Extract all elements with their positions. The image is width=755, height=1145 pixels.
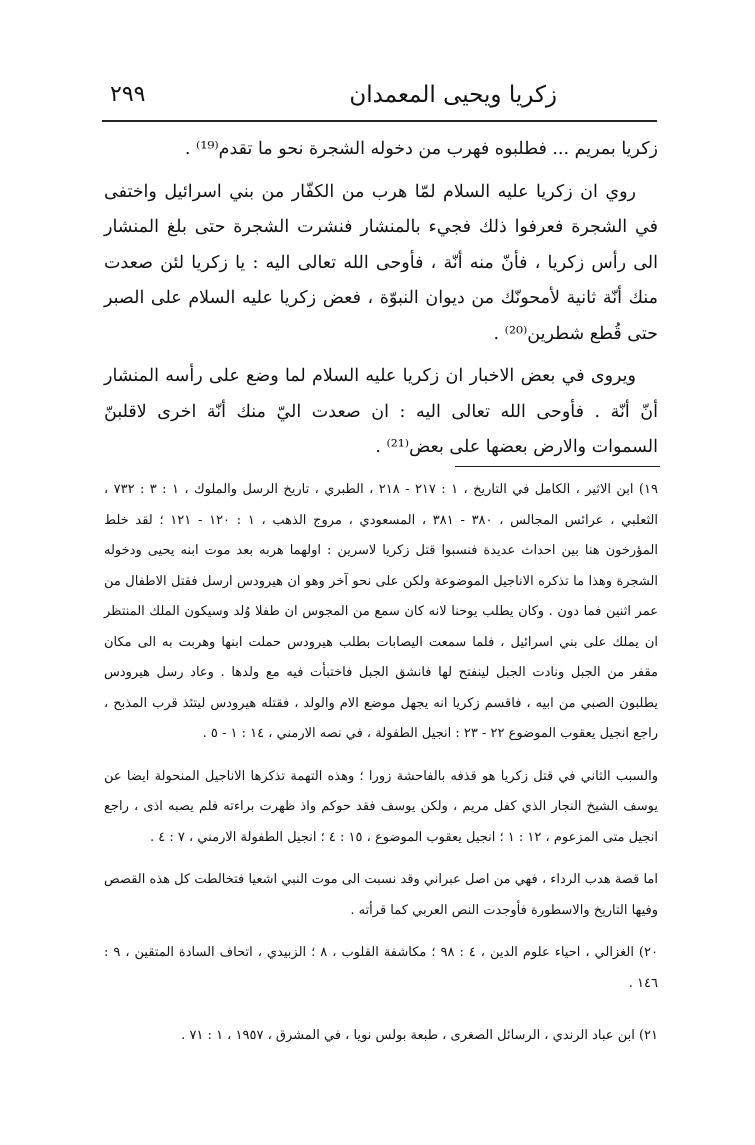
footnote-19: ١٩) ابن الاثير ، الكامل في التاريخ ، ١ : ٢١٧ - ٢١٨ ، الطبري ، تاريخ الرسل والملوك ، ١ : ٣ : ٧٣٢ ، الثعلبي ، عرائس المجالس ، ٣٨٠ - ٣٨١ ، المسعودي ، مروج الذهب ، ١ : ١٢٠ - ١٢١ ؛ لقد خلط المؤرخون هنا بين احداث عديدة فنسبوا قتل زكريا لاسرين : اولهما هربه بعد موت ابنه يحيى ودخوله الشجرة وهذا ما تذكره الاناجيل الموضوعة ولكن على نحو آخر وهو ان هيرودس ارسل فقتل الاطفال من عمر اثنين فما دون . وكان يطلب يوحنا لانه كان سمع من المجوس ان طفلا وُلد وسيكون الملك المنتظر ان يملك على بني اسرائيل ، فلما سمعت اليصابات بطلب هيرودس حملت ابنها وهربت به الى مكان مقفر من الجبل ونادت الجبل لينفتح لها فانشق الجبل فاختبأت فيه مع ولدها . وعاد رسل هيرودس يطلبون الصبي من ابيه ، فاقسم زكريا انه يجهل موضع الام والولد ، فقتله هيرودس ليتئذ قرب المذبح ، راجع انجيل يعقوب الموضوع ٢٢ - ٢٣ : انجيل الطفولة ، في نصه الارمني ، ١٤ : ١ - ٥ . xyxy=(104,482,658,741)
footnote-separator xyxy=(455,466,660,467)
footnotes xyxy=(104,475,658,1052)
paragraph-1: زكريا بمريم ... فطلبوه فهرب من دخوله الشجرة نحو ما تقدم⁽¹⁹⁾ . xyxy=(184,139,658,159)
page-number: ٢٩٩ xyxy=(110,82,146,107)
page-header xyxy=(102,80,657,122)
paragraph-3: ويروى في بعض الاخبار ان زكريا عليه السلام لما وضع على رأسه المنشار أنّ أنّة . فأوحى الله تعالى اليه : ان صعدت اليّ منك أنّة اخرى لاقلبنّ السموات والارض بعضها على بعض⁽²¹⁾ . xyxy=(104,366,658,457)
main-text xyxy=(104,132,658,473)
paragraph-2: روي ان زكريا عليه السلام لمّا هرب من الكفّار من بني اسرائيل واختفى في الشجرة فعرفوا ذلك فجيء بالمنشار فنشرت الشجرة حتى بلغ المنشار الى رأس زكريا ، فأنّ منه أنّة ، فأوحى الله تعالى اليه : يا زكريا لئن صعدت منك أنّة ثانية لأمحونّك من ديوان النبوّة ، فعض زكريا عليه السلام على الصبر حتى قُطع شطرين⁽²⁰⁾ . xyxy=(104,181,658,344)
footnote-21: ٢١) ابن عباد الرندي ، الرسائل الصغرى ، طبعة بولس نويا ، في المشرق ، ١٩٥٧ ، ١ : ٧١ . xyxy=(181,1028,658,1043)
running-head: زكريا ويحيى المعمدان xyxy=(349,82,557,108)
footnote-19-continued: والسبب الثاني في قتل زكريا هو قذفه بالفاحشة زورا ؛ وهذه التهمة تذكرها الاناجيل المنحولة ايضا عن يوسف الشيخ النجار الذي كفل مريم ، ولكن يوسف فقد حوكم واذ ظهرت براءته فلم يصبه اذى ، راجع انجيل متى المزعوم ، ١٢ : ١ ؛ انجيل يعقوب الموضوع ، ١٥ : ٤ ؛ انجيل الطفولة الارمني ، ٧ : ٤ . xyxy=(104,768,658,845)
footnote-20: ٢٠) الغزالي ، احياء علوم الدين ، ٤ : ٩٨ ؛ مكاشفة القلوب ، ٨ ؛ الزبيدي ، اتحاف السادة المتقين ، ٩ : ١٤٦ . xyxy=(104,945,658,991)
footnote-19-conclusion: اما قصة هدب الرداء ، فهي من اصل عبراني وقد نسبت الى موت النبي اشعيا فتخالطت كل هذه القصص وفيها التاريخ والاسطورة فأوجدت النص العربي كما قرأته . xyxy=(104,872,658,918)
